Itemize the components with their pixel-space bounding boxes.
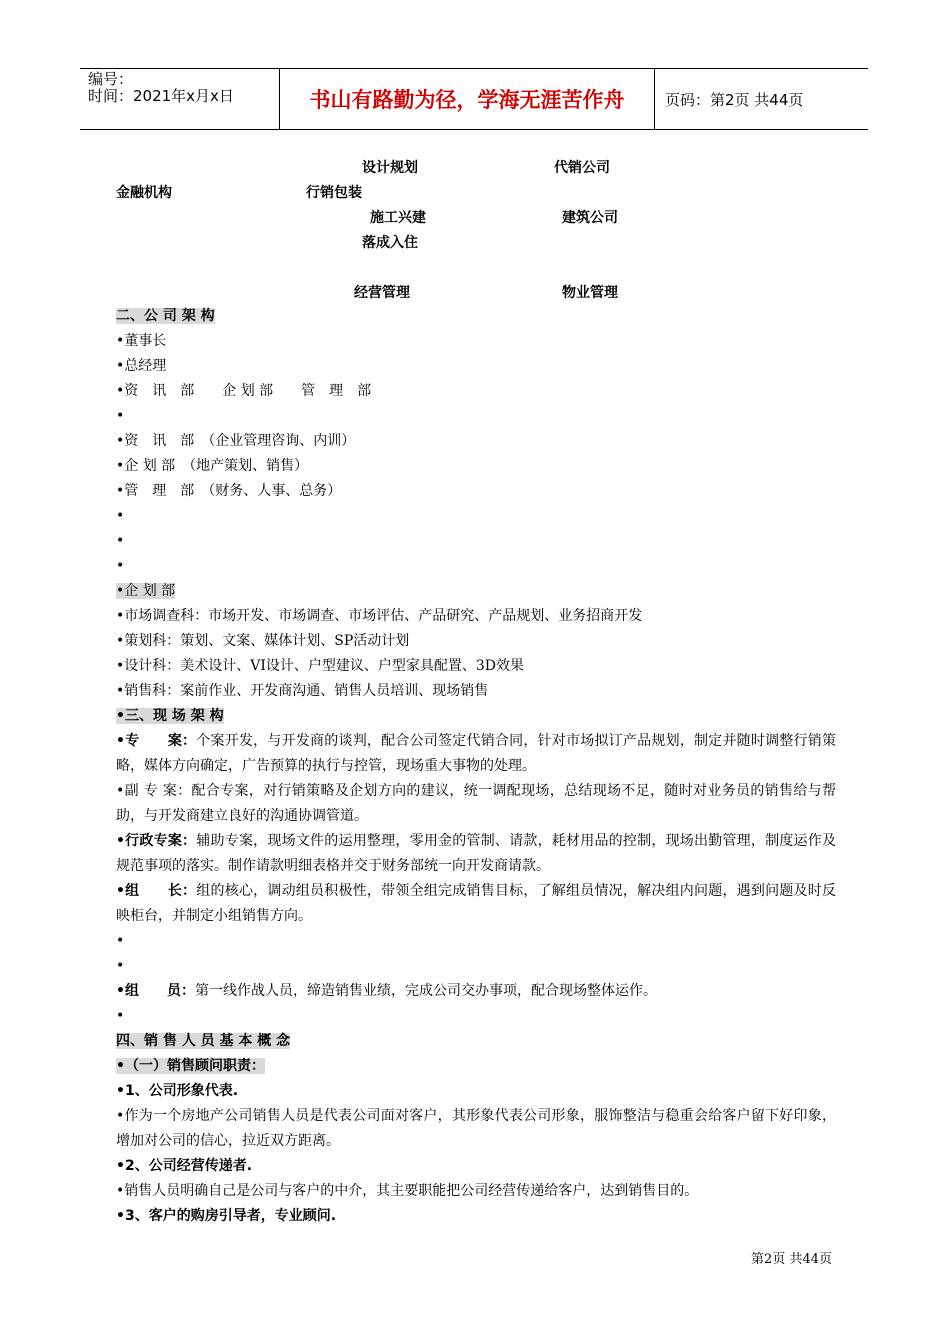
date-label: 时间：2021年x月x日 [88,87,234,105]
role-paragraph: •组 员：第一线作战人员，缔造销售业绩，完成公司交办事项，配合现场整体运作。 [116,983,657,999]
org-line: •总经理 [116,358,167,374]
role-paragraph: •专 案：个案开发，与开发商的谈判，配合公司签定代销合同，针对市场拟订产品规划，制定并随时调整行销策略，媒体方向确定，广告预算的执行与控管，现场重大事物的处理。 [116,733,836,774]
planning-dept-title: •企 划 部 [116,583,176,599]
flow-agency: 代销公司 [554,160,610,176]
org-line: • [116,408,125,424]
point-text: •销售人员明确自己是公司与客户的中介，其主要职能把公司经营传递给客户，达到销售目的。 [116,1183,699,1199]
point-title: •2、公司经营传递者. [116,1158,253,1174]
planning-line: •设计科：美术设计、VI设计、户型建议、户型家具配置、3D效果 [116,658,525,674]
flow-design: 设计规划 [362,160,418,176]
planning-line: •销售科：案前作业、开发商沟通、销售人员培训、现场销售 [116,683,489,699]
flow-operation: 经营管理 [354,285,410,301]
flow-move-in: 落成入住 [362,235,418,251]
org-line: •董事长 [116,333,167,349]
header-page-number: 页码：第2页 共44页 [665,90,804,109]
org-line: • [116,508,125,524]
org-line: • [116,558,125,574]
serial-number-label: 编号： [88,70,134,88]
section-4-title: 四、销 售 人 员 基 本 概 念 [116,1033,291,1049]
role-paragraph: •行政专案：辅助专案，现场文件的运用整理，零用金的管制、请款，耗材用品的控制，现场出勤管理，制度运作及规范事项的落实。制作请款明细表格并交于财务部统一向开发商请款。 [116,833,836,874]
org-line: •企 划 部 （地产策划、销售） [116,458,309,474]
flow-marketing: 行销包装 [306,185,362,201]
page-footer: 第2页 共44页 [751,1252,832,1267]
point-text: •作为一个房地产公司销售人员是代表公司面对客户，其形象代表公司形象，服饰整洁与稳重会给客户留下好印象，增加对公司的信心，拉近双方距离。 [116,1108,836,1149]
org-line: • [116,533,125,549]
planning-line: •策划科：策划、文案、媒体计划、SP活动计划 [116,633,410,649]
flow-finance: 金融机构 [116,185,172,201]
blank-bullet: • [116,958,125,974]
section-2-title: 二、公 司 架 构 [116,308,215,324]
org-line: •资 讯 部 （企业管理咨询、内训） [116,433,356,449]
blank-bullet: • [116,1008,125,1024]
org-line: •资 讯 部 企 划 部 管 理 部 [116,383,372,399]
point-title: •1、公司形象代表. [116,1083,239,1099]
role-paragraph: •组 长：组的核心，调动组员积极性，带领全组完成销售目标，了解组员情况，解决组内问题，遇到问题及时反映柜台，并制定小组销售方向。 [116,883,836,924]
planning-line: •市场调查科：市场开发、市场调查、市场评估、产品研究、产品规划、业务招商开发 [116,608,643,624]
page-header [80,68,868,130]
blank-bullet: • [116,933,125,949]
section-3-title: •三、现 场 架 构 [116,708,224,724]
subsection-title: •（一）销售顾问职责： [116,1058,265,1074]
header-motto: 书山有路勤为径，学海无涯苦作舟 [280,69,655,129]
header-meta [80,69,280,129]
role-paragraph: •副 专 案：配合专案，对行销策略及企划方向的建议，统一调配现场，总结现场不足，随时对业务员的销售给与帮助，与开发商建立良好的沟通协调管道。 [116,783,836,824]
point-title: •3、客户的购房引导者，专业顾问. [116,1208,337,1224]
flow-property: 物业管理 [562,285,618,301]
flow-construction: 施工兴建 [370,210,426,226]
flow-builder: 建筑公司 [562,210,618,226]
org-line: •管 理 部 （财务、人事、总务） [116,483,342,499]
